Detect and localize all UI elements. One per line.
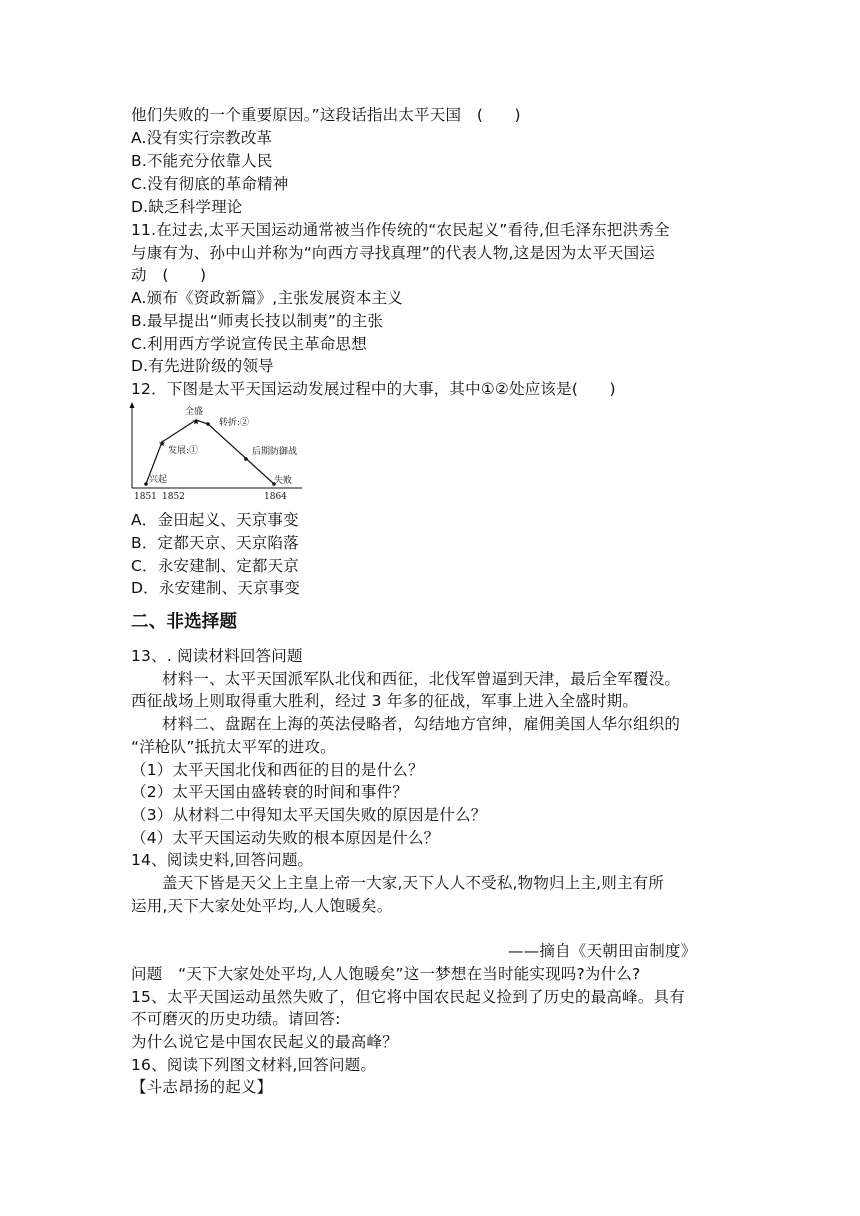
q13-stem: 13、. 阅读材料回答问题 xyxy=(131,647,303,665)
q10-option-b: B.不能充分依靠人民 xyxy=(131,152,273,170)
q11-option-d: D.有先进阶级的领导 xyxy=(131,357,274,375)
figure-star-peak: ★ xyxy=(191,417,201,428)
q14-question: 问题 “天下大家处处平均,人人饱暖矣”这一梦想在当时能实现吗?为什么? xyxy=(131,965,641,983)
figure-point-defense xyxy=(244,457,248,461)
q10-option-c: C.没有彻底的革命精神 xyxy=(131,175,289,193)
figure-label-develop: 发展:① xyxy=(168,446,199,456)
q11-stem-line3: 动 ( ) xyxy=(131,266,207,284)
q14-stem: 14、阅读史料,回答问题。 xyxy=(131,851,314,869)
q14-quote-line2: 运用,天下大家处处平均,人人饱暖矣。 xyxy=(131,897,393,915)
q13-sub2: （2）太平天国由盛转衰的时间和事件？ xyxy=(131,783,408,801)
q14-quote-line1: 盖天下皆是天父上主皇上帝一大家,天下人人不受私,物物归上主,则主有所 xyxy=(162,874,665,892)
figure-label-peak: 全盛 xyxy=(185,407,204,417)
figure-point-rise xyxy=(144,482,148,486)
q13-material1-line1: 材料一、太平天国派军队北伐和西征，北伐军曾逼到天津，最后全军覆没。 xyxy=(162,670,681,688)
q13-sub3: （3）从材料二中得知太平天国失败的原因是什么？ xyxy=(131,806,487,824)
figure-label-rise: 兴起 xyxy=(149,475,168,485)
q16-subtitle: 【斗志昂扬的起义】 xyxy=(131,1078,273,1096)
figure-year-1864: 1864 xyxy=(264,492,287,502)
figure-y-axis-arrow xyxy=(130,402,135,408)
figure-year-1852: 1852 xyxy=(162,492,185,502)
q15-stem-line1: 15、太平天国运动虽然失败了，但它将中国农民起义捡到了历史的最高峰。具有 xyxy=(131,988,685,1006)
q12-option-d: D．永安建制、天京事变 xyxy=(131,579,301,597)
figure-label-turn: 转折:② xyxy=(219,418,250,428)
q11-option-b: B.最早提出“师夷长技以制夷”的主张 xyxy=(131,312,384,330)
q11-option-a: A.颁布《资政新篇》,主张发展资本主义 xyxy=(131,289,403,307)
q13-sub4: （4）太平天国运动失败的根本原因是什么？ xyxy=(131,829,440,847)
q13-material1-line2: 西征战场上则取得重大胜利，经过 3 年多的征战，军事上进入全盛时期。 xyxy=(131,692,639,710)
q12-stem: 12．下图是太平天国运动发展过程中的大事，其中①②处应该是( ) xyxy=(131,380,616,398)
q11-stem-line1: 11.在过去,太平天国运动通常被当作传统的“农民起义”看待,但毛泽东把洪秀全 xyxy=(131,221,670,239)
figure-label-fail: 失败 xyxy=(274,476,293,486)
figure-label-defense: 后期防御战 xyxy=(252,447,298,457)
q14-source: ——摘自《天朝田亩制度》 xyxy=(508,942,697,960)
q16-stem: 16、阅读下列图文材料,回答问题。 xyxy=(131,1056,377,1074)
q11-option-c: C.利用西方学说宣传民主革命思想 xyxy=(131,335,367,353)
q12-option-c: C．永安建制、定都天京 xyxy=(131,557,300,575)
q13-material2-line2: “洋枪队”抵抗太平军的进攻。 xyxy=(131,738,336,756)
q11-stem-line2: 与康有为、孙中山并称为“向西方寻找真理”的代表人物,这是因为太平天国运 xyxy=(131,244,655,262)
q15-question: 为什么说它是中国农民起义的最高峰？ xyxy=(131,1033,398,1051)
section-heading-non-choice: 二、非选择题 xyxy=(131,612,238,632)
q13-sub1: （1）太平天国北伐和西征的目的是什么？ xyxy=(131,761,424,779)
taiping-timeline-figure xyxy=(124,402,304,502)
q10-stem-tail: 他们失败的一个重要原因。”这段话指出太平天国 ( ) xyxy=(131,106,521,124)
figure-star-develop: ★ xyxy=(157,439,167,450)
q13-material2-line1: 材料二、盘踞在上海的英法侵略者，勾结地方官绅，雇佣美国人华尔组织的 xyxy=(162,715,681,733)
q10-option-a: A.没有实行宗教改革 xyxy=(131,129,273,147)
q12-option-a: A．金田起义、天京事变 xyxy=(131,511,299,529)
q12-option-b: B．定都天京、天京陷落 xyxy=(131,534,299,552)
q15-stem-line2: 不可磨灭的历史功绩。请回答: xyxy=(131,1010,341,1028)
figure-point-turn xyxy=(206,422,210,426)
q10-option-d: D.缺乏科学理论 xyxy=(131,198,243,216)
figure-year-1851: 1851 xyxy=(134,492,157,502)
